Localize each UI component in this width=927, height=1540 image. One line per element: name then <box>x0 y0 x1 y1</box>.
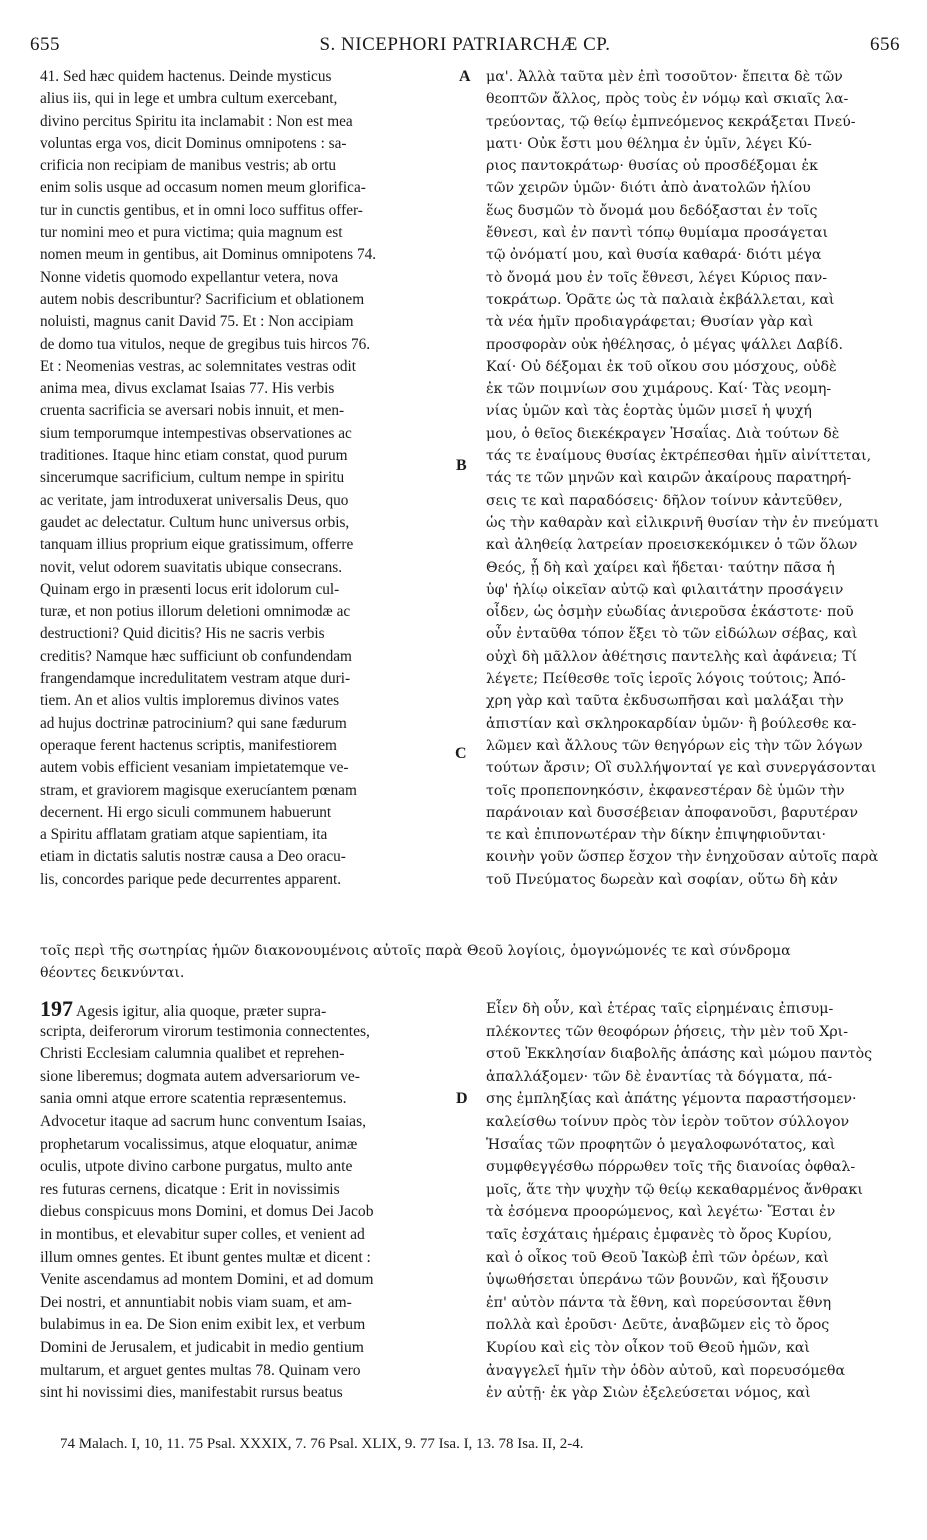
text-line: ἐκ τῶν ποιμνίων σου χιμάρους. Καί· Τὰς νεομη- <box>486 381 832 398</box>
text-line: τὰ ἐσόμενα προορώμενος, καὶ λεγέτω· Ἔσται ἐν <box>486 1204 836 1221</box>
text-line: bulabimus in ea. De Sion enim exibit lex, et verbum <box>40 1316 366 1334</box>
text-line: συμφθεγγέσθω πόρρωθεν τοῖς τῆς διανοίας ὀφθαλ- <box>486 1159 856 1176</box>
text-line: νίας ὑμῶν καὶ τὰς ἑορτὰς ὑμῶν μισεῖ ἡ ψυχή <box>486 403 812 420</box>
text-line: nomen meum in gentibus, ait Dominus omnipotens 74. <box>40 246 377 264</box>
text-line: τάς τε τῶν μηνῶν καὶ καιρῶν ἀκαίρους παρατηρή- <box>486 470 852 487</box>
greek-column-upper <box>486 66 894 891</box>
text-line: ταῖς ἐσχάταις ἡμέραις ἐμφανὲς τὸ ὄρος Κυρίου, <box>486 1226 833 1243</box>
text-line: enim solis usque ad occasum nomen meum glorifica- <box>40 179 366 197</box>
text-line: voluntas erga vos, dicit Dominus omnipotens : sa- <box>40 134 347 152</box>
text-line: ὑψωθήσεται ὑπεράνω τῶν βουνῶν, καὶ ἥξουσιν <box>486 1272 829 1289</box>
text-line: λέγετε; Πείθεσθε τοῖς ἱεροῖς λόγοις τούτοις; Ἀπό- <box>486 671 846 688</box>
text-line: cruenta sacrificia se aversari nobis innuit, et men- <box>40 402 345 420</box>
latin-column-upper <box>40 66 458 891</box>
text-line: σεις τε καὶ παραδόσεις· δῆλον τοίνυν κἀντεῦθεν, <box>486 492 843 509</box>
text-line: ad hujus doctrinæ patrocinium? qui sane fædurum <box>40 714 347 732</box>
text-line: μου, ὁ θεῖος διεκέκραγεν Ἡσαΐας. Διὰ τούτων δὲ <box>486 425 840 442</box>
text-line: tiem. An et alios vultis imploremus divinos vates <box>40 692 340 710</box>
text-line: οὖν ἐνταῦθα τόπον ἕξει τὸ τῶν εἰδώλων σέβας, καὶ <box>486 626 858 643</box>
text-line: 41. Sed hæc quidem hactenus. Deinde mysticus <box>40 68 332 85</box>
text-line: res futuras cernens, dicatque : Erit in novissimis <box>40 1180 340 1198</box>
text-line: oculis, utpote divino carbone purgatus, multo ante <box>40 1158 353 1176</box>
greek-column-lower <box>486 998 894 1405</box>
text-line: stram, et graviorem magisque exerucíantem pœnam <box>40 781 357 799</box>
text-line: ἔθνεσι, καὶ ἐν παντὶ τόπῳ θυμίαμα προσάγεται <box>486 225 829 242</box>
text-line: ματι· Οὐκ ἔστι μου θέλημα ἐν ὑμῖν, λέγει Κύ- <box>486 135 812 152</box>
text-line: autem nobis describuntur? Sacrificium et oblationem <box>40 290 365 308</box>
text-line: tur in cunctis gentibus, et in omni loco suffitus offer- <box>40 201 363 219</box>
text-line: turæ, et non potius illorum deletioni omnimodæ ac <box>40 603 351 621</box>
page-number-right: 656 <box>870 34 900 55</box>
text-line: scripta, deiferorum virorum testimonia connectentes, <box>40 1022 370 1040</box>
text-line: πλέκοντες τῶν θεοφόρων ῥήσεις, τὴν μὲν τοῦ Χρι- <box>486 1023 849 1040</box>
text-line: ἐπ' αὐτὸν πάντα τὰ ἔθνη, καὶ πορεύσονται ἔθνη <box>486 1294 832 1311</box>
text-line: χρη γὰρ καὶ ταῦτα ἐκδυσωπῆσαι καὶ μαλάξαι τὴν <box>486 693 844 710</box>
text-line: prophetarum vocalissimus, atque eloquatur, animæ <box>40 1135 358 1153</box>
text-line: Εἶεν δὴ οὖν, καὶ ἑτέρας ταῖς εἰρημέναις ἐπισυμ- <box>486 1001 834 1017</box>
text-line: lis, concordes parique pede decurrentes apparent. <box>40 870 342 888</box>
text-line: τοῖς περὶ τῆς σωτηρίας ἡμῶν διακονουμένοις αὐτοῖς παρὰ Θεοῦ λογίοις, ὁμογνώμονές τε καὶ σύνδρομα <box>40 943 791 959</box>
text-line: τὰ νέα ἡμῖν προδιαγράφεται; Θυσίαν γὰρ καὶ <box>486 314 814 331</box>
text-line: diebus conspicuus mons Domini, et domus Dei Jacob <box>40 1203 374 1221</box>
text-line: κοινὴν γοῦν ὥσπερ ἔσχον τὴν ἐνηχοῦσαν αὐτοῖς παρὰ <box>486 849 879 866</box>
text-line: τε καὶ ἐπιπονωτέραν τὴν δίκην ἐπιψηφιοῦνται· <box>486 827 827 844</box>
text-line: tanquam illius proprium eique gratissimum, offerre <box>40 536 354 554</box>
text-line: τὸ ὄνομά μου ἐν τοῖς ἔθνεσι, λέγει Κύριος παν- <box>486 269 828 286</box>
greek-spanning-lines <box>40 940 892 985</box>
text-line: operaque ferent hactenus scriptis, manifestiorem <box>40 736 337 754</box>
latin-column-lower <box>40 998 458 1405</box>
text-line: τοκράτωρ. Ὁρᾶτε ὡς τὰ παλαιὰ ἐκβάλλεται, καὶ <box>486 291 835 308</box>
text-line: ἀναγγελεῖ ἡμῖν τὴν ὁδὸν αὐτοῦ, καὶ πορευσόμεθα <box>486 1362 846 1379</box>
margin-marker-d: D <box>456 1090 468 1107</box>
text-line: ὑφ' ἡλίῳ οἰκεῖαν αὐτῷ καὶ φιλαιτάτην προσάγειν <box>486 581 844 598</box>
margin-marker-c: C <box>455 745 467 762</box>
text-line: καὶ ἀληθείᾳ λατρείαν προεισκεκόμικεν ὁ τῶν ὅλων <box>486 537 858 554</box>
margin-marker-a: A <box>459 68 471 85</box>
text-line: ἕως δυσμῶν τὸ ὄνομά μου δεδόξασται ἐν τοῖς <box>486 202 818 219</box>
section-number: 197 <box>40 998 73 1021</box>
text-line: ἐν αὐτῇ· ἐκ γὰρ Σιὼν ἐξελεύσεται νόμος, καὶ <box>486 1385 811 1402</box>
text-line: a Spiritu afflatam gratiam atque sapientiam, ita <box>40 826 328 844</box>
text-line: novit, velut odorem suavitatis ubique consecrans. <box>40 558 343 576</box>
text-line: παράνοιαν καὶ δυσσέβειαν ἀποφανοῦσι, βαρυτέραν <box>486 804 859 821</box>
text-line: τοῖς προπεπονηκόσιν, ἐκφανεστέραν δὲ ὑμῶν τὴν <box>486 782 845 799</box>
page-number-left: 655 <box>30 34 60 55</box>
text-line: ριος παντοκράτωρ· θυσίας οὐ προσδέξομαι ἐκ <box>486 158 819 175</box>
text-line: destructioni? Quid dicitis? His ne sacris verbis <box>40 625 325 643</box>
text-line: creditis? Namque hæc sufficiunt ob confundendam <box>40 647 352 665</box>
text-line: τῷ ὀνόματί μου, καὶ θυσία καθαρά· διότι μέγα <box>486 247 822 264</box>
text-line: gaudet ac delectatur. Cultum hunc universus orbis, <box>40 513 350 531</box>
text-line: sincerumque sacrificium, cultum nempe in spiritu <box>40 469 345 487</box>
text-line: τούτων ἄρσιν; Οἳ συλλήψονταί γε καὶ συνεργάσονται <box>486 760 877 777</box>
text-line: θεοπτῶν ἄλλος, πρὸς τοὺς ἐν νόμῳ καὶ σκιαῖς λα- <box>486 91 849 108</box>
text-line: ἀπιστίαν καὶ σκληροκαρδίαν ὑμῶν· ἢ βούλεσθε κα- <box>486 715 857 732</box>
text-line: τάς τε ἐναίμους θυσίας ἐκτρέπεσθαι ἡμῖν αἰνίττεται, <box>486 448 872 465</box>
text-line: προσφορὰν οὐκ ἠθέλησας, ὁ μέγας ψάλλει Δαβίδ. <box>486 336 843 353</box>
running-title: S. NICEPHORI PATRIARCHÆ CP. <box>319 34 611 55</box>
text-line: οὐχὶ δὴ μᾶλλον ἀθέτησις παντελὴς καὶ ἀφάνεια; Τί <box>486 648 858 665</box>
text-line: noluisti, magnus canit David 75. Et : Non accipiam <box>40 313 354 331</box>
text-line: μοῖς, ἅτε τὴν ψυχὴν τῷ θείῳ κεκαθαρμένος ἄνθρακι <box>486 1181 863 1198</box>
text-line: Advocetur itaque ad sacrum hunc conventum Isaias, <box>40 1112 367 1130</box>
text-line: οἶδεν, ὡς ὀσμὴν εὐωδίας ἀνιεροῦσα ἑκάστοτε· ποῦ <box>486 604 854 621</box>
text-line: Venite ascendamus ad montem Domini, et ad domum <box>40 1271 374 1289</box>
text-line: καλείσθω τοίνυν πρὸς τὸν ἱερὸν τοῦτον σύλλογον <box>486 1113 850 1130</box>
text-line: de domo tua vitulos, neque de gregibus tuis hircos 76. <box>40 335 371 353</box>
text-line: multarum, et arguet gentes multas 78. Quinam vero <box>40 1361 361 1379</box>
text-line: λῶμεν καὶ ἄλλους τῶν θεηγόρων εἰς τὴν τῶν λόγων <box>486 737 863 754</box>
text-line: στοῦ Ἐκκλησίαν διαβολῆς ἁπάσης καὶ μώμου παντὸς <box>486 1046 873 1063</box>
text-line: Et : Neomenias vestras, ac solemnitates vestras odit <box>40 357 357 375</box>
text-line: frangendamque incredulitatem vestram atque duri- <box>40 670 351 688</box>
text-line: etiam in dictatis salutis nostræ causa a Deo oracu- <box>40 848 346 866</box>
text-line: Dei nostri, et annuntiabit nobis viam suam, et am- <box>40 1293 352 1311</box>
text-line <box>40 998 458 1021</box>
text-line: Nonne videtis quomodo expellantur vetera, nova <box>40 268 339 286</box>
text-line: Θεός, ᾗ δὴ καὶ χαίρει καὶ ἥδεται· ταύτην πᾶσα ἡ <box>486 559 835 576</box>
text-line: tur nomini meo et pura victima; quia magnum est <box>40 224 343 242</box>
margin-marker-b: B <box>456 457 467 474</box>
text-line: Christi Ecclesiam calumnia qualibet et reprehen- <box>40 1045 345 1063</box>
text-line: Ἡσαΐας τῶν προφητῶν ὁ μεγαλοφωνότατος, καὶ <box>486 1136 836 1153</box>
footnotes: 74 Malach. I, 10, 11. 75 Psal. XXXIX, 7. 76 Psal. XLIX, 9. 77 Isa. I, 13. 78 Isa. II, 2-4. <box>60 1436 584 1452</box>
text-line: in montibus, et elevabitur super colles, et venient ad <box>40 1225 365 1243</box>
text-line: sania omni atque errore scatentia repræsentemus. <box>40 1090 347 1108</box>
text-line: σης ἐμπληξίας καὶ ἀπάτης γέμοντα παραστήσομεν· <box>486 1091 857 1108</box>
text-line: illum omnes gentes. Et ibunt gentes multæ et dicent : <box>40 1248 371 1266</box>
text-line: πολλὰ καὶ ἐροῦσι· Δεῦτε, ἀναβῶμεν εἰς τὸ ὄρος <box>486 1317 830 1334</box>
text-line: Quinam ergo in præsenti locus erit idolorum cul- <box>40 580 340 598</box>
text-line: traditiones. Itaque hinc etiam constat, quod purum <box>40 447 348 465</box>
text-line: sium temporumque intempestivas observationes ac <box>40 424 352 442</box>
text-line: alius iis, qui in lege et umbra cultum exercebant, <box>40 90 338 108</box>
text-line: sione liberemus; dogmata autem adversariorum ve- <box>40 1067 360 1085</box>
text-line: Κυρίου καὶ εἰς τὸν οἶκον τοῦ Θεοῦ ἡμῶν, καὶ <box>486 1339 810 1356</box>
text-line: μα'. Ἀλλὰ ταῦτα μὲν ἐπὶ τοσοῦτον· ἔπειτα δὲ τῶν <box>486 69 843 85</box>
text-line: καὶ ὁ οἶκος τοῦ Θεοῦ Ἰακὼβ ἐπὶ τῶν ὀρέων, καὶ <box>486 1249 829 1266</box>
text-line: τοῦ Πνεύματος δωρεὰν καὶ σοφίαν, οὕτω δὴ κἀν <box>486 871 838 888</box>
text-line: divino percitus Spiritu ita inclamabit : Non est mea <box>40 112 353 130</box>
text-line: anima mea, divus exclamat Isaias 77. His verbis <box>40 380 335 398</box>
text-line: decernent. Hi ergo siculi communem habuerunt <box>40 803 332 821</box>
text-line-content: Agesis igitur, alia quoque, præter supra- <box>73 1003 327 1020</box>
text-line: Domini de Jerusalem, et judicabit in medio gentium <box>40 1338 364 1356</box>
text-line: ἀπαλλάξομεν· τῶν δὲ ἐναντίας τὰ δόγματα, πά- <box>486 1068 833 1085</box>
text-line: crificia non recipiam de manibus vestris; ab ortu <box>40 157 337 175</box>
text-line: θέοντες δεικνύνται. <box>40 965 185 982</box>
text-line: ac veritate, jam introduxerat universalis Deus, quo <box>40 491 349 509</box>
text-line: autem vobis efficient vesaniam impietatemque ve- <box>40 759 349 777</box>
text-line: Καί· Οὐ δέξομαι ἐκ τοῦ οἴκου σου μόσχους, οὐδὲ <box>486 358 837 375</box>
text-line: ὡς τὴν καθαρὰν καὶ εἰλικρινῆ θυσίαν τὴν ἐν πνεύματι <box>486 514 880 531</box>
page-header <box>30 34 900 60</box>
text-line: sint hi novissimi dies, manifestabit rursus beatus <box>40 1384 343 1402</box>
text-line: τρεύοντας, τῷ θείῳ ἐμπνεόμενος κεκράξεται Πνεύ- <box>486 113 856 130</box>
text-line: τῶν χειρῶν ὑμῶν· διότι ἀπὸ ἀνατολῶν ἡλίου <box>486 180 811 197</box>
